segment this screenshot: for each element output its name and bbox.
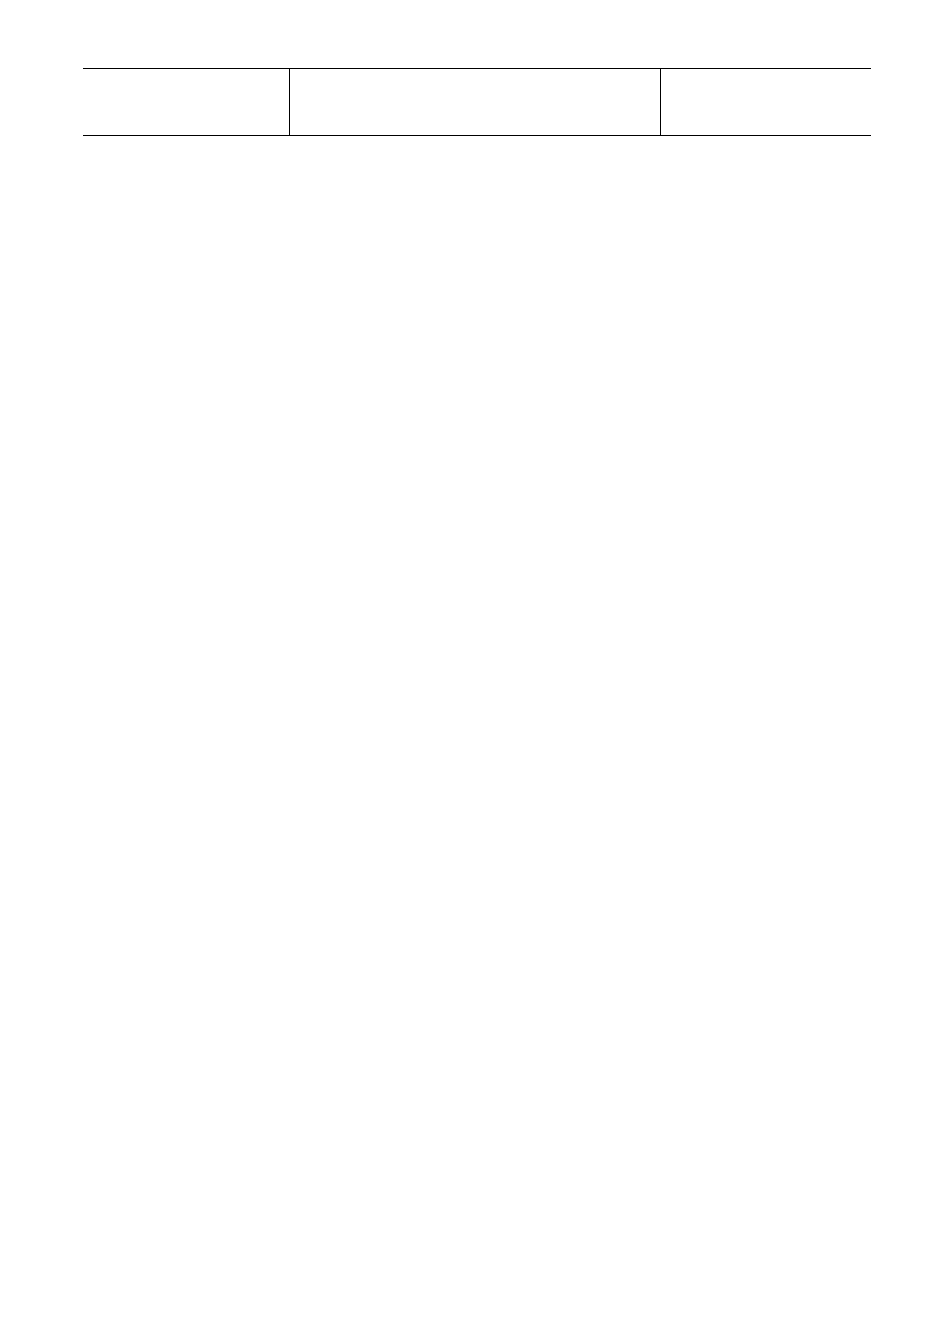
header-meta — [83, 69, 289, 135]
header-motto — [289, 69, 661, 135]
header-page-label — [661, 69, 871, 135]
header-table — [83, 68, 871, 136]
chart — [300, 351, 660, 583]
chart-svg — [300, 351, 660, 583]
